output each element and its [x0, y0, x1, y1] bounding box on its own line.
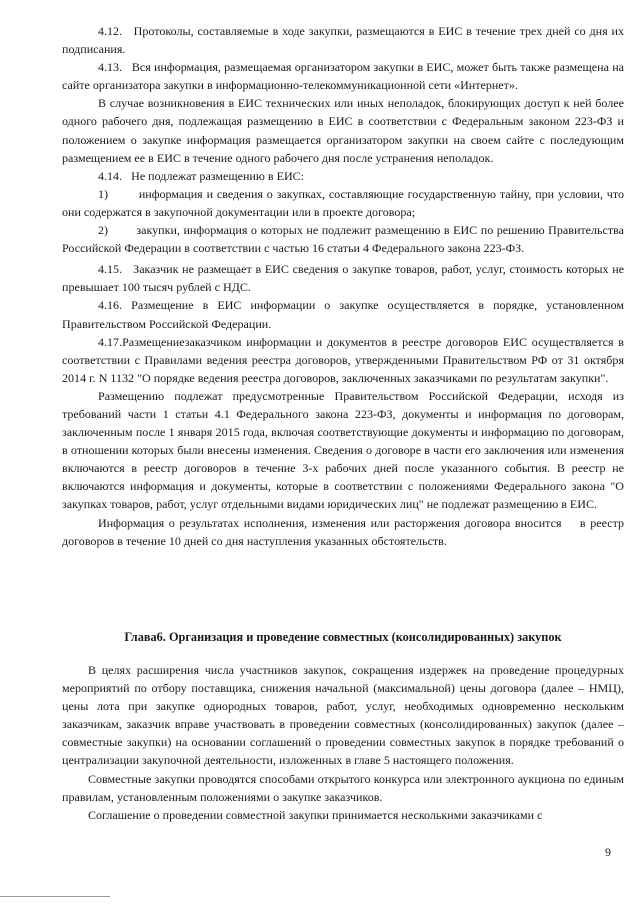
footnote-divider — [0, 896, 110, 897]
paragraph-ecis-outage: В случае возникновения в ЕИС технических или иных неполадок, блокирующих доступ к ней более одного рабочего дня, подлежащая размещению в ЕИС в соответствии с Федеральным законом 223-ФЗ и положением о закупке информация размещается организатором закупки на своем сайте с последующим размещением ее в ЕИС в течение одного рабочего дня после устранения неполадок. — [62, 96, 624, 165]
paragraph-4-12: 4.12. Протоколы, составляемые в ходе закупки, размещаются в ЕИС в течение трех дней со дня их подписания. — [62, 24, 624, 57]
paragraph-4-17: 4.17.Размещениезаказчиком информации и документов в реестре договоров ЕИС осуществляется в соответствии с Правилами ведения реестра договоров, утвержденными Правительством РФ от 31 октября 2014 г. N 1132 "О порядке ведения реестра договоров, заключенных заказчиками по результатам закупки". — [62, 334, 624, 385]
paragraph-execution-info: Информация о результатах исполнения, изменения или расторжения договора вносится в реестр договоров в течение 10 дней со дня наступления указанных обстоятельств. — [62, 515, 624, 548]
paragraph-joint-purchases-methods: Совместные закупки проводятся способами открытого конкурса или электронного аукциона по единым правилам, установленным положениями о закупке заказчиков. — [62, 771, 624, 804]
paragraph-4-15: 4.15. Заказчик не размещает в ЕИС сведения о закупке товаров, работ, услуг, стоимость которых не превышает 100 тысяч рублей с НДС. — [62, 262, 624, 295]
list-item-2: 2) закупки, информация о которых не подлежит размещению в ЕИС по решению Правительства Российской Федерации в соответствии с частью 16 статьи 4 Федерального закона 223-ФЗ. — [62, 223, 624, 256]
section-4-body — [62, 22, 624, 550]
list-item-1: 1) информация и сведения о закупках, составляющие государственную тайну, при условии, что они содержатся в закупочной документации или в проекте договора; — [62, 186, 624, 219]
paragraph-joint-purchases-agreement: Соглашение о проведении совместной закупки принимается несколькими заказчиками с — [88, 807, 543, 822]
paragraph-4-16: 4.16. Размещение в ЕИС информации о закупке осуществляется в порядке, установленном Правительством Российской Федерации. — [62, 298, 624, 331]
paragraph-joint-purchases-purpose: В целях расширения числа участников закупок, сокращения издержек на проведение процедурных мероприятий по отбору поставщика, снижения начальной (максимальной) цены договора (далее – НМЦ), цены лота при закупке однородных товаров, работ, услуг, необходимых одновременно нескольким заказчикам, заказчик вправе участвовать в проведении совместных (консолидированных) закупок (далее – совместные закупки) на основании соглашений о проведении совместных закупок в порядке требований о централизации закупочной деятельности, изложенных в главе 5 настоящего положения. — [62, 663, 624, 768]
paragraph-4-13: 4.13. Вся информация, размещаемая организатором закупки в ЕИС, может быть также размещена на сайте организатора закупки в информационно-телекоммуникационной сети «Интернет». — [62, 60, 624, 93]
chapter-6-heading: Глава6. Организация и проведение совместных (консолидированных) закупок — [124, 630, 562, 644]
page-number: 9 — [605, 845, 611, 859]
paragraph-4-14: 4.14. Не подлежат размещению в ЕИС: — [98, 168, 305, 183]
chapter-6-body — [62, 661, 624, 824]
paragraph-registry-placement: Размещению подлежат предусмотренные Правительством Российской Федерации, исходя из требований части 1 статьи 4.1 Федерального закона 223-ФЗ, документы и информация по договорам, заключенным после 1 января 2015 года, включая соответствующие документы и информацию по договорам, в отношении которых были внесены изменения. Сведения о договоре в части его заключения или изменения включаются в реестр договоров в течение 3-х рабочих дней после указанного события. В реестр не включаются информация и документы, которые в соответствии с положениями Федерального закона "О закупках товаров, работ, услуг отдельными видами юридических лиц" не подлежат размещению в ЕИС. — [62, 388, 624, 512]
